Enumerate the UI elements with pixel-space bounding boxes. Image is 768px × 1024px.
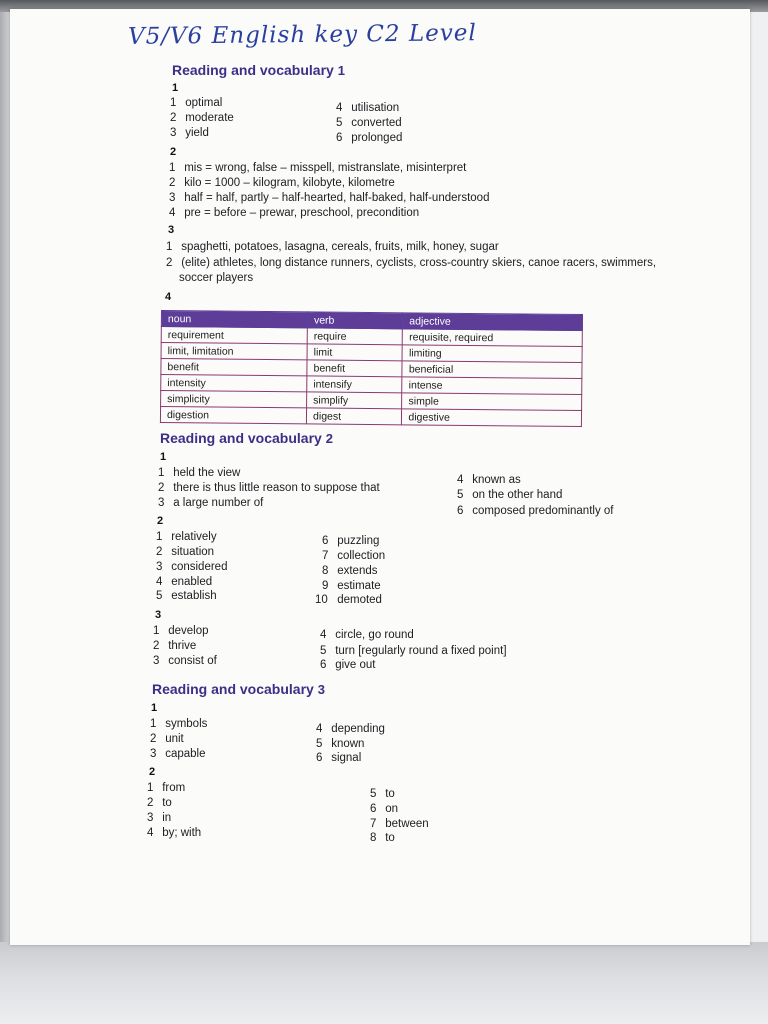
answer-item — [170, 111, 234, 126]
answer-item — [156, 545, 214, 560]
answer-item — [147, 781, 185, 796]
table-cell: digestive — [402, 409, 582, 427]
table-cell: benefit — [161, 359, 307, 376]
item-number: 1 — [169, 162, 176, 174]
item-number: 1 — [153, 625, 160, 637]
answer-item — [156, 589, 217, 604]
item-text: between — [385, 818, 429, 830]
answer-item — [169, 161, 466, 176]
exercise-number: 1 — [160, 451, 167, 463]
item-number: 4 — [169, 207, 176, 219]
answer-item — [370, 831, 395, 846]
answer-item — [322, 579, 381, 594]
item-number: 4 — [156, 576, 163, 588]
answer-item — [166, 256, 656, 271]
exercise-number: 3 — [155, 609, 162, 621]
item-text: by; with — [162, 827, 202, 839]
table-cell: simplify — [307, 392, 402, 409]
answer-item — [156, 560, 227, 575]
item-number: 2 — [158, 482, 165, 494]
answer-item — [320, 628, 414, 643]
item-text: yield — [185, 127, 209, 139]
answer-item — [166, 240, 499, 255]
table-cell: requisite, required — [403, 329, 583, 347]
item-text: pre = before – prewar, preschool, precondition — [184, 207, 420, 219]
answer-item — [336, 131, 402, 146]
item-text: develop — [168, 625, 209, 637]
item-text: thrive — [168, 640, 197, 652]
answer-item — [457, 504, 613, 519]
item-text: utilisation — [351, 102, 400, 114]
word-forms-table — [160, 310, 583, 427]
item-text: symbols — [165, 718, 208, 730]
table-row — [160, 407, 581, 427]
item-text: there is thus little reason to suppose that — [173, 482, 380, 494]
item-number: 6 — [316, 752, 323, 764]
item-number: 3 — [153, 655, 160, 667]
answer-item — [150, 717, 207, 732]
answer-item — [169, 176, 395, 191]
answer-item — [336, 116, 402, 131]
item-text: demoted — [337, 594, 382, 606]
answer-item — [457, 488, 562, 503]
item-text: unit — [165, 733, 184, 745]
item-text: turn [regularly round a fixed point] — [335, 645, 507, 657]
item-text: circle, go round — [335, 629, 414, 641]
answer-item — [169, 191, 489, 206]
item-text: mis = wrong, false – misspell, mistranslate, misinterpret — [184, 162, 467, 174]
table-cell: beneficial — [402, 361, 582, 379]
item-text: spaghetti, potatoes, lasagna, cereals, fruits, milk, honey, sugar — [181, 241, 499, 253]
answer-item — [370, 817, 429, 832]
item-number: 1 — [156, 531, 163, 543]
answer-item — [316, 722, 385, 737]
item-number: 4 — [457, 474, 464, 486]
item-number: 2 — [150, 733, 157, 745]
item-text: considered — [171, 561, 228, 573]
answer-item — [147, 811, 171, 826]
heading-text: Reading and vocabulary — [152, 681, 314, 697]
item-number: 4 — [320, 629, 327, 641]
answer-item — [170, 126, 209, 141]
item-text: known as — [472, 474, 521, 486]
item-text: extends — [337, 565, 378, 577]
item-text: kilo = 1000 – kilogram, kilobyte, kilometre — [184, 177, 395, 189]
item-text: give out — [335, 659, 376, 671]
answer-item — [316, 737, 364, 752]
item-number: 6 — [370, 803, 377, 815]
section-heading-rv2 — [160, 430, 333, 446]
item-number: 1 — [166, 241, 173, 253]
answer-item — [457, 473, 521, 488]
item-number: 7 — [370, 818, 377, 830]
item-number: 5 — [457, 489, 464, 501]
answer-item — [153, 624, 209, 639]
item-number: 8 — [370, 832, 377, 844]
table-cell: requirement — [161, 327, 307, 344]
item-text: moderate — [185, 112, 234, 124]
item-text: on the other hand — [472, 489, 563, 501]
item-number: 2 — [166, 257, 173, 269]
answer-item — [147, 796, 172, 811]
item-text: establish — [171, 590, 217, 602]
item-text: on — [385, 803, 398, 815]
item-number: 5 — [336, 117, 343, 129]
item-text: (elite) athletes, long distance runners, cyclists, cross-country skiers, canoe racers, swimmers, — [181, 257, 657, 269]
answer-item — [150, 732, 184, 747]
table-cell: require — [307, 328, 402, 345]
item-text: puzzling — [337, 535, 380, 547]
table-cell: simple — [402, 393, 582, 411]
heading-text: Reading and vocabulary — [160, 430, 322, 446]
answer-item — [153, 654, 217, 669]
item-text: situation — [171, 546, 215, 558]
item-text: composed predominantly of — [472, 505, 614, 517]
answer-item — [150, 747, 206, 762]
item-text: estimate — [337, 580, 381, 592]
item-number: 6 — [322, 535, 329, 547]
answer-item — [315, 593, 382, 608]
item-text: optimal — [185, 97, 223, 109]
answer-item — [169, 206, 419, 221]
item-number: 2 — [169, 177, 176, 189]
item-number: 4 — [147, 827, 154, 839]
heading-number: 3 — [317, 682, 325, 697]
answer-item — [322, 549, 385, 564]
exercise-number: 1 — [172, 82, 179, 94]
exercise-number: 1 — [151, 702, 158, 714]
table-cell: simplicity — [161, 391, 307, 408]
item-text: from — [162, 782, 186, 794]
heading-text: Reading and vocabulary — [172, 62, 334, 78]
column-header: verb — [307, 312, 402, 329]
item-text: to — [385, 788, 395, 800]
item-text: to — [162, 797, 172, 809]
table-cell: intense — [402, 377, 582, 395]
answer-item-continuation: soccer players — [179, 272, 254, 284]
item-number: 2 — [153, 640, 160, 652]
column-header: adjective — [403, 313, 583, 331]
table-cell: limiting — [402, 345, 582, 363]
answer-item — [322, 564, 377, 579]
item-number: 5 — [156, 590, 163, 602]
table-cell: benefit — [307, 360, 402, 377]
item-number: 5 — [316, 738, 323, 750]
item-number: 7 — [322, 550, 329, 562]
answer-item — [320, 658, 375, 673]
item-number: 1 — [158, 467, 165, 479]
item-number: 1 — [150, 718, 157, 730]
table-cell: limit — [307, 344, 402, 361]
item-number: 5 — [320, 645, 327, 657]
exercise-number: 3 — [168, 224, 175, 236]
item-number: 5 — [370, 788, 377, 800]
item-number: 3 — [170, 127, 177, 139]
item-number: 3 — [158, 497, 165, 509]
exercise-number: 2 — [149, 766, 156, 778]
item-text: depending — [331, 723, 385, 735]
section-heading-rv1 — [172, 62, 345, 78]
answer-item — [158, 496, 263, 511]
item-number: 1 — [170, 97, 177, 109]
exercise-number: 4 — [165, 291, 172, 303]
answer-item — [158, 481, 380, 496]
item-number: 3 — [156, 561, 163, 573]
item-number: 3 — [147, 812, 154, 824]
item-number: 4 — [316, 723, 323, 735]
table-cell: digest — [306, 408, 401, 425]
answer-item — [147, 826, 201, 841]
item-text: signal — [331, 752, 362, 764]
item-text: enabled — [171, 576, 213, 588]
item-text: held the view — [173, 467, 241, 479]
table-cell: intensity — [161, 375, 307, 392]
item-text: capable — [165, 748, 206, 760]
heading-number: 1 — [337, 63, 345, 78]
item-number: 8 — [322, 565, 329, 577]
item-text: a large number of — [173, 497, 264, 509]
answer-item — [322, 534, 379, 549]
item-text: half = half, partly – half-hearted, half-baked, half-understood — [184, 192, 490, 204]
item-number: 3 — [150, 748, 157, 760]
item-text: collection — [337, 550, 386, 562]
answer-item — [158, 466, 240, 481]
item-number: 9 — [322, 580, 329, 592]
exercise-number: 2 — [170, 146, 177, 158]
item-number: 2 — [156, 546, 163, 558]
column-header: noun — [161, 311, 307, 328]
handwritten-title: V5/V6 English key C2 Level — [127, 20, 477, 50]
answer-item — [316, 751, 361, 766]
item-number: 2 — [170, 112, 177, 124]
answer-item — [156, 575, 212, 590]
item-number: 2 — [147, 797, 154, 809]
item-number: 1 — [147, 782, 154, 794]
item-text: relatively — [171, 531, 217, 543]
table-cell: digestion — [160, 407, 306, 424]
item-text: prolonged — [351, 132, 403, 144]
item-number: 6 — [457, 505, 464, 517]
answer-item — [156, 530, 217, 545]
answer-item — [320, 644, 507, 659]
table-cell: intensify — [307, 376, 402, 393]
item-text: in — [162, 812, 172, 824]
answer-item — [170, 96, 222, 111]
answer-item — [370, 787, 395, 802]
scan-bottom-shadow — [0, 942, 768, 1024]
answer-item — [153, 639, 196, 654]
answer-item — [370, 802, 398, 817]
item-text: to — [385, 832, 395, 844]
answer-item — [336, 101, 399, 116]
section-heading-rv3 — [152, 681, 325, 697]
item-number: 10 — [315, 594, 328, 606]
item-text: converted — [351, 117, 402, 129]
item-number: 6 — [336, 132, 343, 144]
item-number: 3 — [169, 192, 176, 204]
table-cell: limit, limitation — [161, 343, 307, 360]
heading-number: 2 — [325, 431, 333, 446]
item-number: 4 — [336, 102, 343, 114]
item-number: 6 — [320, 659, 327, 671]
item-text: consist of — [168, 655, 217, 667]
item-text: known — [331, 738, 365, 750]
exercise-number: 2 — [157, 515, 164, 527]
